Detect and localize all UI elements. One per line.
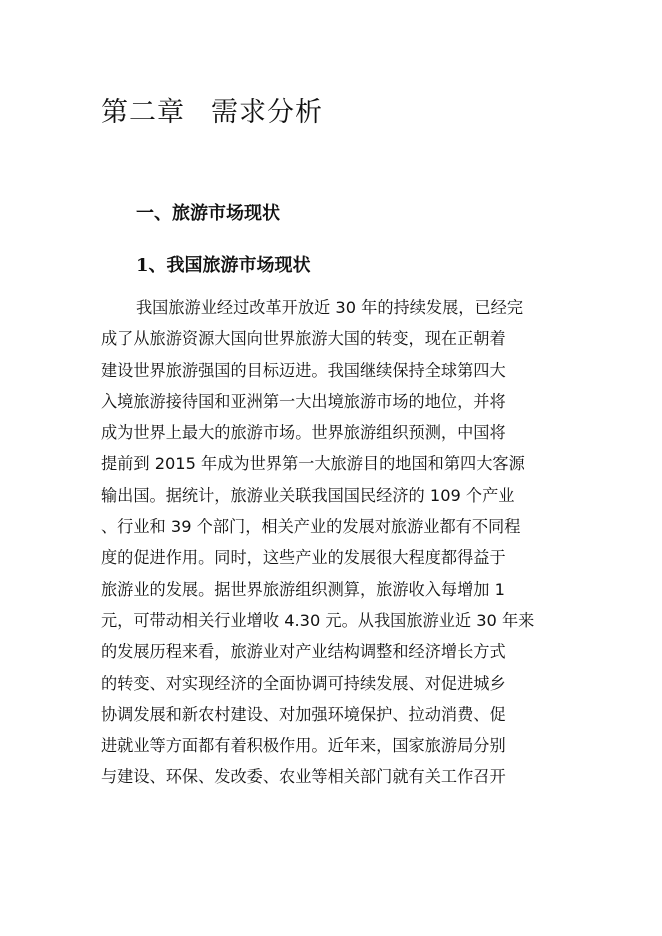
paragraph-line: 建设世界旅游强国的目标迈进。我国继续保持全球第四大 — [101, 360, 506, 380]
paragraph-line: 我国旅游业经过改革开放近 30 年的持续发展，已经完 — [136, 298, 524, 317]
paragraph-line: 输出国。据统计，旅游业关联我国国民经济的 109 个产业 — [101, 485, 515, 505]
paragraph-line: 度的促进作用。同时，这些产业的发展很大程度都得益于 — [101, 548, 506, 568]
paragraph-line: 提前到 2015 年成为世界第一大旅游目的地国和第四大客源 — [101, 454, 525, 474]
paragraph-line: 、行业和 39 个部门，相关产业的发展对旅游业都有不同程 — [101, 517, 521, 537]
paragraph-line: 成了从旅游资源大国向世界旅游大国的转变，现在正朝着 — [101, 329, 506, 349]
paragraph-line: 元，可带动相关行业增收 4.30 元。从我国旅游业近 30 年来 — [101, 610, 535, 630]
paragraph-line: 成为世界上最大的旅游市场。世界旅游组织预测，中国将 — [101, 423, 506, 443]
chapter-number: 第二章 — [101, 97, 185, 128]
section-heading: 一、旅游市场现状 — [136, 203, 280, 224]
body-paragraph — [101, 292, 561, 793]
paragraph-line: 的发展历程来看，旅游业对产业结构调整和经济增长方式 — [101, 642, 506, 662]
chapter-name: 需求分析 — [211, 97, 323, 128]
paragraph-line: 进就业等方面都有着积极作用。近年来，国家旅游局分别 — [101, 736, 506, 756]
paragraph-line: 入境旅游接待国和亚洲第一大出境旅游市场的地位，并将 — [101, 391, 506, 411]
paragraph-line: 与建设、环保、发改委、农业等相关部门就有关工作召开 — [101, 767, 506, 787]
paragraph-line: 协调发展和新农村建设、对加强环境保护、拉动消费、促 — [101, 704, 506, 724]
chapter-title — [101, 95, 323, 131]
paragraph-line: 旅游业的发展。据世界旅游组织测算，旅游收入每增加 1 — [101, 579, 505, 599]
paragraph-line: 的转变、对实现经济的全面协调可持续发展、对促进城乡 — [101, 673, 506, 693]
subsection-heading: 1、我国旅游市场现状 — [136, 255, 311, 276]
